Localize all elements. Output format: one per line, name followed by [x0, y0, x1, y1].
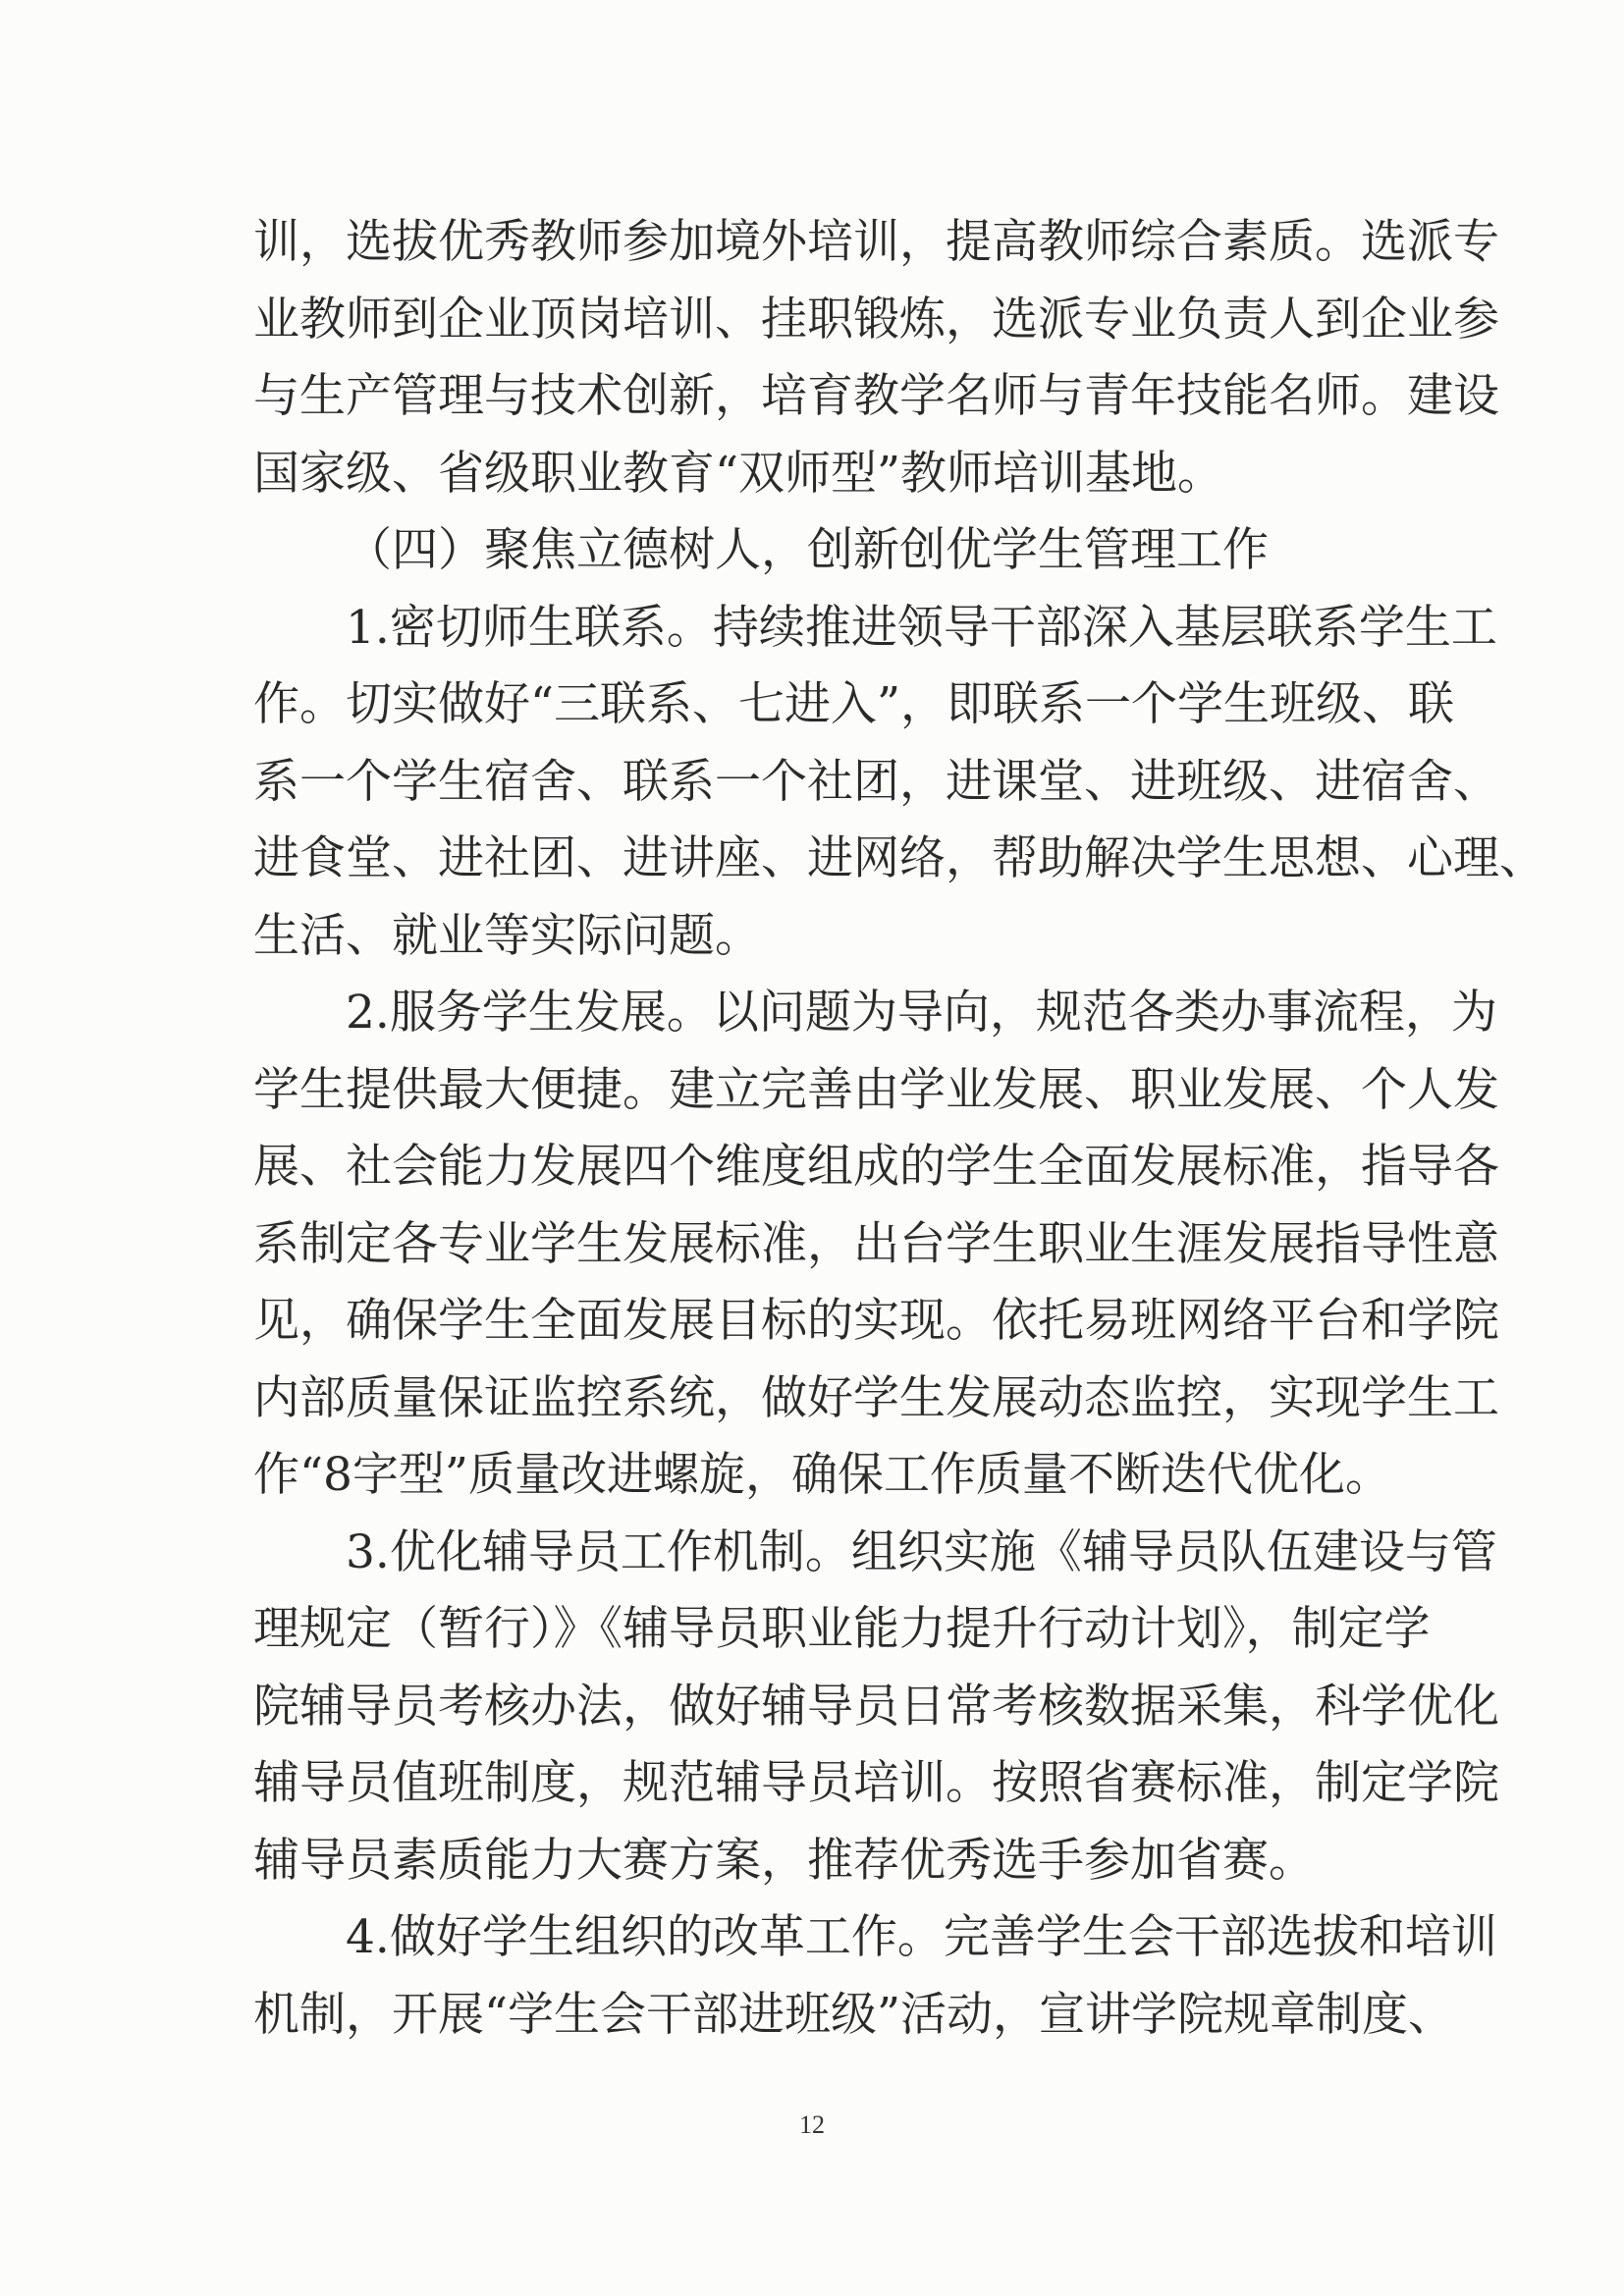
text-line: 业教师到企业顶岗培训、挂职锻炼，选派专业负责人到企业参: [253, 292, 1499, 347]
text-line: 国家级、省级职业教育“双师型”教师培训基地。: [253, 446, 1224, 501]
text-line: 展、社会能力发展四个维度组成的学生全面发展标准，指导各: [253, 1140, 1499, 1194]
text-line: 系制定各专业学生发展标准，出台学生职业生涯发展指导性意: [253, 1216, 1499, 1271]
text-line: 院辅导员考核办法，做好辅导员日常考核数据采集，科学优化: [253, 1679, 1499, 1734]
text-line: 3.优化辅导员工作机制。组织实施《辅导员队伍建设与管: [346, 1524, 1497, 1579]
text-line: （四）聚焦立德树人，创新创优学生管理工作: [346, 523, 1269, 577]
text-line: 辅导员素质能力大赛方案，推荐优秀选手参加省赛。: [253, 1833, 1315, 1888]
text-line: 作“8字型”质量改进螺旋，确保工作质量不断迭代优化。: [253, 1448, 1391, 1502]
text-line: 生活、就业等实际问题。: [253, 908, 761, 963]
text-line: 与生产管理与技术创新，培育教学名师与青年技能名师。建设: [253, 369, 1499, 423]
text-line: 机制，开展“学生会干部进班级”活动，宣讲学院规章制度、: [253, 1987, 1455, 2042]
text-line: 进食堂、进社团、进讲座、进网络，帮助解决学生思想、心理、: [253, 831, 1545, 885]
text-line: 内部质量保证监控系统，做好学生发展动态监控，实现学生工: [253, 1370, 1499, 1425]
text-line: 作。切实做好“三联系、七进入”，即联系一个学生班级、联: [253, 677, 1455, 731]
text-line: 2.服务学生发展。以问题为导向，规范各类办事流程，为: [346, 986, 1497, 1040]
text-line: 训，选拔优秀教师参加境外培训，提高教师综合素质。选派专: [253, 215, 1499, 269]
page-number: 12: [799, 2110, 825, 2139]
text-line: 1.密切师生联系。持续推进领导干部深入基层联系学生工: [346, 600, 1497, 655]
text-line: 系一个学生宿舍、联系一个社团，进课堂、进班级、进宿舍、: [253, 754, 1499, 809]
text-line: 学生提供最大便捷。建立完善由学业发展、职业发展、个人发: [253, 1062, 1499, 1117]
body-text: [253, 204, 1545, 2054]
text-line: 4.做好学生组织的改革工作。完善学生会干部选拔和培训: [346, 1910, 1497, 1964]
text-line: 见，确保学生全面发展目标的实现。依托易班网络平台和学院: [253, 1294, 1499, 1348]
text-line: 理规定（暂行）》《辅导员职业能力提升行动计划》，制定学: [253, 1602, 1431, 1656]
text-line: 辅导员值班制度，规范辅导员培训。按照省赛标准，制定学院: [253, 1756, 1499, 1810]
